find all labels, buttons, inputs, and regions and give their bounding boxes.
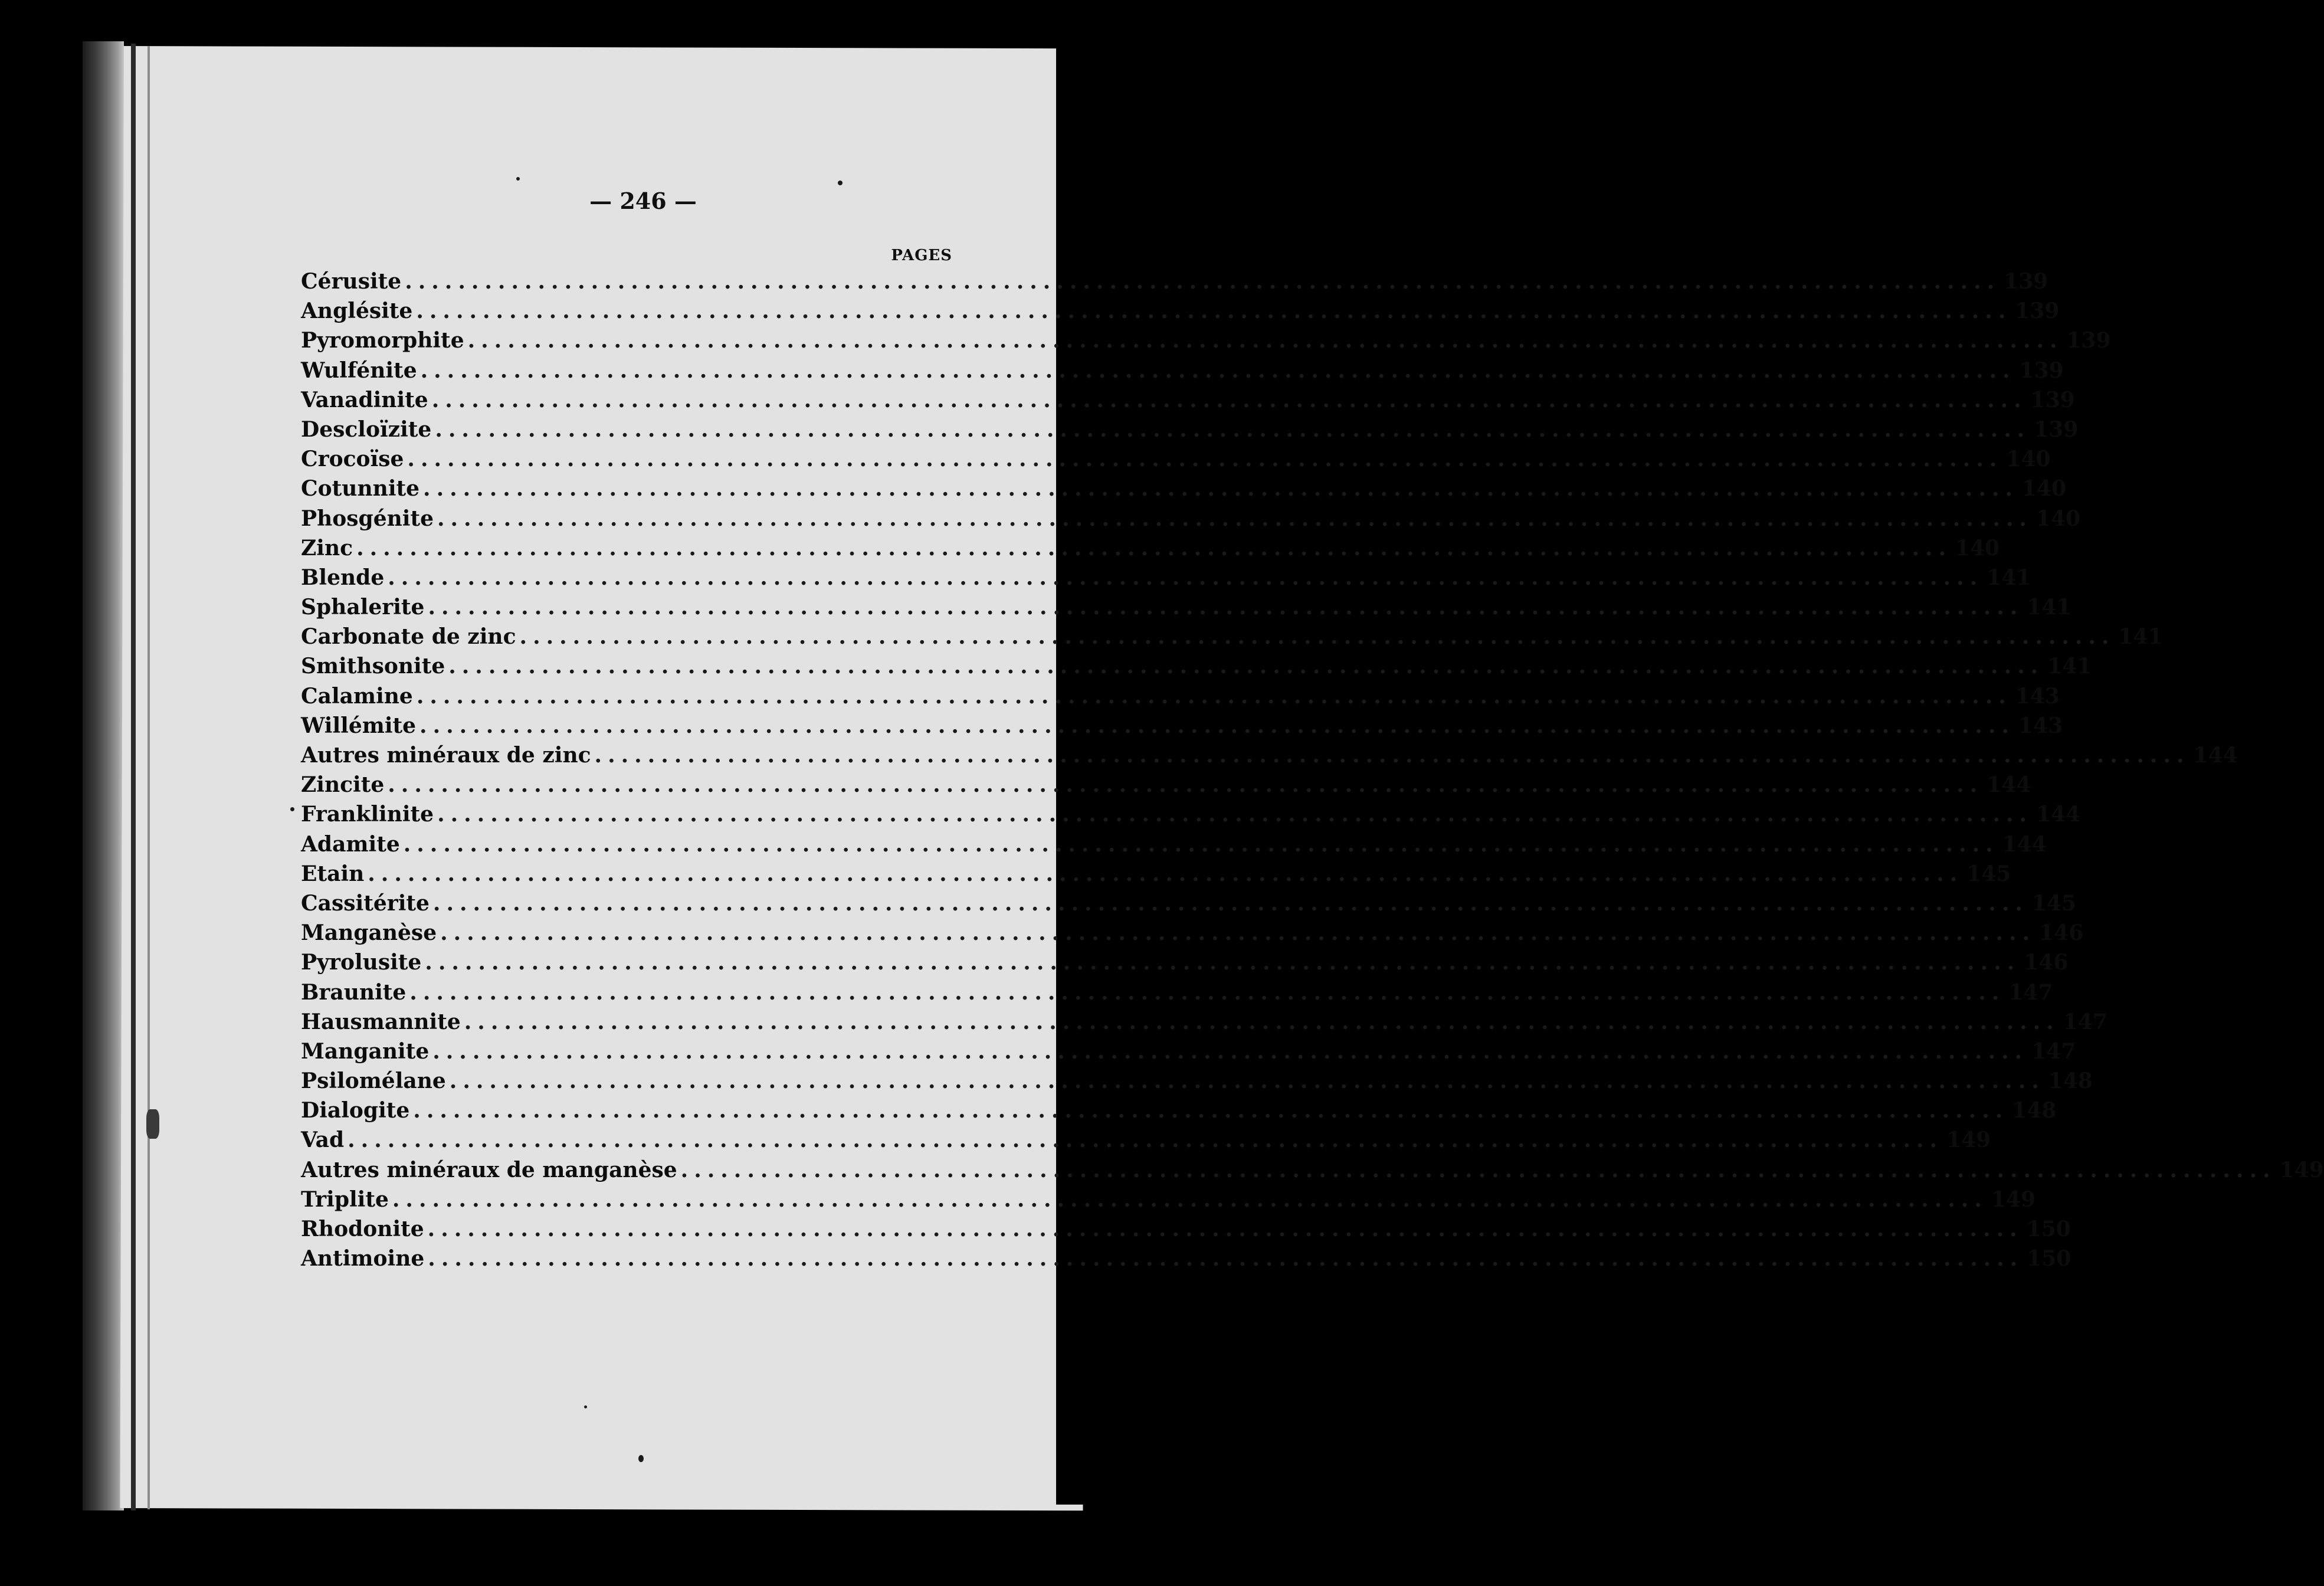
binding-shadow: [131, 44, 136, 1510]
toc-entry-title: Smithsonite: [301, 654, 445, 679]
toc-entry: [301, 1217, 2071, 1246]
toc-entry-title: Braunite: [301, 979, 407, 1005]
toc-entry-page: 144: [1987, 772, 2031, 798]
toc-entry: [301, 1246, 2071, 1276]
toc-entry-page: 149: [1946, 1128, 1991, 1153]
toc-entry-title: Manganite: [301, 1038, 430, 1064]
dot-leader: ........................................................................................................................: [680, 1157, 2276, 1182]
toc-entry: [301, 1009, 2107, 1039]
toc-entry-title: Blende: [301, 565, 385, 590]
dot-leader: ........................................................................................................................: [594, 743, 2190, 768]
dot-leader: ........................................................................................................................: [423, 476, 2019, 502]
dot-leader: ........................................................................................................................: [437, 802, 2033, 827]
binding-edge: [147, 46, 150, 1509]
toc-entry: [301, 328, 2111, 358]
toc-entry-page: 146: [2039, 920, 2084, 946]
toc-entry-page: 141: [2118, 624, 2163, 650]
dot-leader: ........................................................................................................................: [428, 1246, 2024, 1272]
toc-entry-page: 141: [2027, 595, 2071, 620]
toc-entry-page: 147: [2031, 1038, 2076, 1064]
dust-speck: [838, 181, 843, 185]
book-binding: [83, 41, 124, 1510]
dot-leader: ........................................................................................................................: [416, 299, 2012, 324]
dot-leader: ........................................................................................................................: [427, 1217, 2023, 1241]
toc-entry-page: 150: [2026, 1217, 2071, 1241]
toc-entry-page: 140: [2035, 506, 2081, 531]
dot-leader: ........................................................................................................................: [437, 506, 2033, 531]
toc-entry-title: Hausmannite: [301, 1009, 461, 1034]
toc-entry: [301, 358, 2064, 388]
dot-leader: ........................................................................................................................: [416, 683, 2012, 709]
toc-entry-title: Carbonate de zinc: [301, 624, 516, 650]
toc-entry-title: Rhodonite: [301, 1217, 424, 1241]
toc-entry: [301, 595, 2071, 624]
dot-leader: ........................................................................................................................: [435, 417, 2031, 442]
toc-entry-title: Descloïzite: [301, 417, 432, 442]
dot-leader: ........................................................................................................................: [428, 595, 2024, 620]
toc-entry-title: Manganèse: [301, 920, 437, 946]
toc-entry: [301, 565, 2031, 595]
dot-leader: ........................................................................................................................: [388, 565, 1984, 590]
toc-entry-page: 139: [2004, 269, 2048, 294]
toc-entry-title: Psilomélane: [301, 1069, 446, 1094]
dot-leader: ........................................................................................................................: [348, 1128, 1943, 1153]
toc-entry: [301, 950, 2069, 979]
dot-leader: ........................................................................................................................: [368, 861, 1964, 886]
toc-entry: [301, 831, 2047, 861]
toc-entry-page: 139: [2030, 387, 2075, 412]
toc-entry: [301, 772, 2031, 802]
toc-entry: [301, 1157, 2324, 1187]
dot-leader: ........................................................................................................................: [467, 328, 2063, 353]
dust-speck: [146, 1109, 159, 1139]
dot-leader: ........................................................................................................................: [420, 358, 2016, 383]
toc-entry-title: Franklinite: [301, 802, 434, 827]
toc-entry-title: Calamine: [301, 683, 413, 709]
dot-leader: ........................................................................................................................: [392, 1187, 1988, 1212]
toc-entry-page: 150: [2027, 1246, 2071, 1272]
dust-speck: [584, 1405, 587, 1408]
toc-entry-page: 147: [2008, 979, 2053, 1005]
toc-entry: [301, 979, 2053, 1010]
toc-entry: [301, 1128, 1991, 1157]
toc-entry: [301, 1069, 2093, 1098]
toc-entry-page: 141: [2047, 654, 2092, 679]
toc-entry-page: 148: [2048, 1069, 2093, 1094]
toc-entry-title: Vad: [301, 1128, 345, 1153]
toc-entry-page: 141: [1987, 565, 2031, 590]
toc-entry-page: 139: [2019, 358, 2064, 383]
toc-entry-title: Adamite: [301, 831, 400, 857]
toc-entry-title: Anglésite: [301, 299, 413, 324]
dot-leader: ........................................................................................................................: [448, 654, 2044, 679]
toc-entry-title: Vanadinite: [301, 387, 428, 412]
toc-entry-page: 139: [2034, 417, 2079, 442]
table-of-contents: [301, 269, 2324, 1276]
dot-leader: ........................................................................................................................: [431, 387, 2027, 412]
dust-speck: [290, 807, 294, 811]
toc-entry: [301, 1038, 2076, 1069]
toc-entry: [301, 506, 2081, 536]
toc-entry: [301, 683, 2060, 713]
pages-column-header: PAGES: [891, 247, 952, 264]
toc-entry: [301, 535, 2000, 565]
dot-leader: ........................................................................................................................: [403, 831, 1999, 857]
dot-leader: ........................................................................................................................: [432, 1038, 2028, 1064]
toc-entry-title: Cérusite: [301, 269, 402, 294]
toc-entry-title: Antimoine: [301, 1246, 425, 1272]
toc-entry-title: Autres minéraux de zinc: [301, 743, 591, 768]
toc-entry: [301, 387, 2075, 417]
toc-entry: [301, 920, 2084, 950]
dot-leader: ........................................................................................................................: [409, 979, 2005, 1005]
toc-entry-title: Cotunnite: [301, 476, 420, 502]
dot-leader: ........................................................................................................................: [519, 624, 2115, 650]
toc-entry-title: Zinc: [301, 535, 353, 561]
toc-entry-page: 145: [2031, 890, 2077, 916]
dot-leader: ........................................................................................................................: [356, 535, 1952, 561]
dot-leader: ........................................................................................................................: [464, 1009, 2060, 1034]
toc-entry-title: Pyromorphite: [301, 328, 464, 353]
toc-entry: [301, 447, 2051, 476]
toc-entry: [301, 743, 2238, 772]
toc-entry: [301, 417, 2079, 447]
toc-entry: [301, 624, 2163, 654]
toc-entry: [301, 654, 2092, 683]
dot-leader: ........................................................................................................................: [388, 772, 1984, 798]
toc-entry: [301, 890, 2077, 920]
toc-entry-page: 144: [2193, 743, 2238, 768]
toc-entry: [301, 269, 2048, 299]
dot-leader: ........................................................................................................................: [413, 1098, 2009, 1123]
toc-entry-title: Cassitérite: [301, 890, 430, 916]
toc-entry-page: 139: [2015, 299, 2060, 324]
dust-speck: [516, 177, 520, 181]
toc-entry-title: Wulfénite: [301, 358, 417, 383]
toc-entry: [301, 861, 2011, 891]
toc-entry: [301, 1098, 2057, 1128]
toc-entry-page: 147: [2063, 1009, 2107, 1034]
toc-entry-page: 139: [2066, 328, 2111, 353]
toc-entry-title: Pyrolusite: [301, 950, 422, 975]
dot-leader: ........................................................................................................................: [440, 920, 2036, 946]
toc-entry-page: 146: [2024, 950, 2069, 975]
dot-leader: ........................................................................................................................: [407, 447, 2003, 472]
toc-entry-page: 145: [1966, 861, 2011, 886]
toc-entry: [301, 299, 2060, 328]
toc-entry: [301, 1187, 2036, 1217]
toc-entry-page: 143: [2015, 683, 2060, 709]
toc-entry-title: Autres minéraux de manganèse: [301, 1157, 677, 1182]
dust-speck: [638, 1455, 644, 1462]
toc-entry-page: 140: [2006, 447, 2051, 472]
toc-entry-page: 149: [2279, 1157, 2324, 1182]
toc-entry-title: Phosgénite: [301, 506, 434, 531]
dot-leader: ........................................................................................................................: [449, 1069, 2045, 1094]
dot-leader: ........................................................................................................................: [419, 713, 2015, 738]
toc-entry-title: Etain: [301, 861, 365, 886]
toc-entry: [301, 476, 2067, 506]
toc-entry-page: 140: [2022, 476, 2067, 502]
toc-entry-page: 143: [2018, 713, 2063, 738]
toc-entry-title: Willémite: [301, 713, 417, 738]
dot-leader: ........................................................................................................................: [425, 950, 2021, 975]
toc-entry-title: Triplite: [301, 1187, 389, 1212]
toc-entry-title: Dialogite: [301, 1098, 410, 1123]
toc-entry-page: 144: [2002, 831, 2047, 857]
toc-entry-title: Crocoïse: [301, 447, 404, 472]
toc-entry-page: 140: [1955, 535, 2000, 561]
toc-entry-page: 144: [2036, 802, 2081, 827]
toc-entry-title: Sphalerite: [301, 595, 425, 620]
toc-entry-page: 148: [2012, 1098, 2057, 1123]
dot-leader: ........................................................................................................................: [405, 269, 2001, 294]
toc-entry-title: Zincite: [301, 772, 385, 798]
dot-leader: ........................................................................................................................: [432, 890, 2028, 916]
toc-entry: [301, 713, 2063, 743]
toc-entry: [301, 802, 2081, 831]
page-number: — 246 —: [589, 188, 697, 214]
toc-entry-page: 149: [1991, 1187, 2036, 1212]
